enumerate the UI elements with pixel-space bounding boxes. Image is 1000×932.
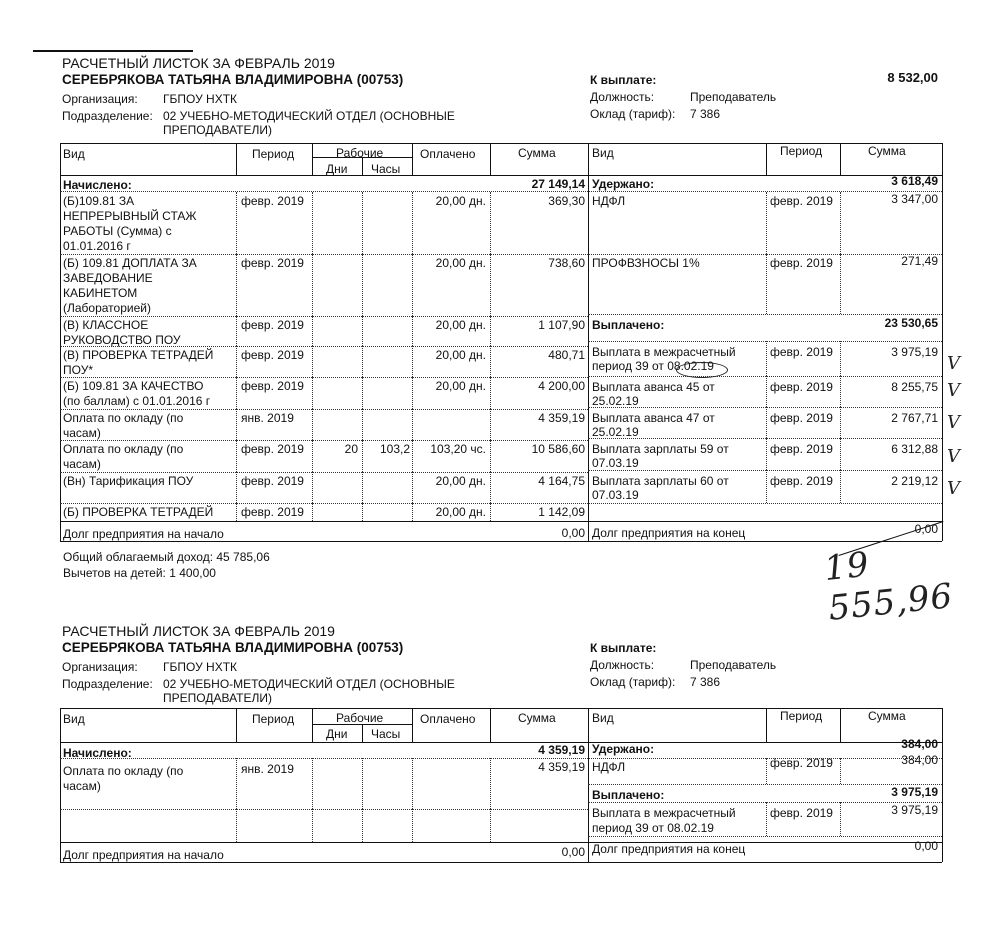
table-rule: [490, 346, 491, 377]
table-rule: [490, 503, 491, 521]
table-rule: [362, 254, 363, 316]
table-rule: [60, 316, 588, 317]
paid-name: Выплата в межрасчетный: [592, 806, 736, 820]
table-rule: [236, 192, 237, 254]
col-vid-right: Вид: [592, 146, 614, 160]
row-name: Оплата по окладу (по: [63, 764, 184, 778]
table-rule: [766, 376, 767, 407]
table-rule: [490, 440, 491, 472]
col-paid: Оплачено: [420, 712, 476, 726]
table-rule: [942, 708, 943, 862]
row-period: янв. 2019: [241, 762, 294, 776]
row-name: часам): [63, 779, 101, 793]
row-name: часам): [63, 426, 101, 440]
table-rule: [312, 708, 313, 742]
paid-period: февр. 2019: [770, 442, 833, 456]
paid-name: 25.02.19: [592, 425, 639, 439]
org-label: Организация:: [62, 660, 138, 674]
employee-name: СЕРЕБРЯКОВА ТАТЬЯНА ВЛАДИМИРОВНА (00753): [62, 72, 404, 87]
row-sum: 480,71: [548, 348, 585, 362]
table-rule: [312, 472, 313, 503]
table-rule: [362, 472, 363, 503]
row-sum: 4 200,00: [538, 379, 585, 393]
withheld-period: февр. 2019: [770, 194, 833, 208]
org-value: ГБПОУ НХТК: [163, 92, 238, 106]
row-name: (Б) ПРОВЕРКА ТЕТРАДЕЙ: [63, 505, 214, 519]
withheld-label: Удержано:: [592, 742, 655, 756]
paid-label: Выплачено:: [592, 788, 665, 802]
col-days: Дни: [326, 727, 348, 741]
withheld-name: НДФЛ: [592, 194, 626, 208]
accrued-label: Начислено:: [63, 746, 132, 760]
table-rule: [236, 758, 237, 809]
row-name: РАБОТЫ (Сумма) с: [63, 224, 172, 238]
check-mark-icon: V: [947, 353, 960, 374]
col-period-right: Период: [780, 709, 823, 723]
withheld-sum: 271,49: [901, 254, 938, 268]
table-rule: [236, 809, 237, 842]
col-work: Рабочие: [336, 711, 384, 725]
debt-end-value: 0,00: [914, 839, 938, 853]
paid-sum: 2 767,71: [891, 411, 938, 425]
table-rule: [312, 503, 313, 521]
paid-period: февр. 2019: [770, 806, 833, 820]
table-rule: [236, 316, 237, 346]
table-rule: [60, 541, 942, 542]
table-rule: [60, 346, 588, 347]
withheld-total: 3 618,49: [891, 174, 938, 188]
table-rule: [490, 377, 491, 409]
debt-start-label: Долг предприятия на начало: [63, 527, 224, 541]
paid-period: февр. 2019: [770, 380, 833, 394]
table-rule: [412, 316, 413, 346]
row-sum: 369,30: [548, 194, 585, 208]
row-period: февр. 2019: [241, 256, 304, 270]
table-rule: [766, 143, 767, 175]
table-rule: [840, 470, 841, 503]
withheld-sum: 3 347,00: [891, 192, 938, 206]
table-rule: [312, 409, 313, 440]
table-rule: [362, 724, 363, 742]
table-rule: [766, 192, 767, 254]
table-rule: [60, 503, 588, 504]
rate-value: 7 386: [690, 107, 721, 121]
table-rule: [362, 758, 363, 809]
row-paid: 20,00 дн.: [435, 194, 486, 208]
check-mark-icon: V: [947, 380, 960, 401]
paid-label: Выплачено:: [592, 318, 665, 332]
table-rule: [362, 440, 363, 472]
col-sum-right: Сумма: [868, 144, 906, 158]
withheld-name: ПРОФВЗНОСЫ 1%: [592, 256, 700, 270]
row-paid: 20,00 дн.: [435, 348, 486, 362]
row-name: (Лабораторией): [63, 301, 151, 315]
table-rule: [840, 438, 841, 470]
row-name: НЕПРЕРЫВНЫЙ СТАЖ: [63, 209, 197, 223]
table-rule: [766, 438, 767, 470]
table-rule: [60, 377, 588, 378]
table-rule: [236, 440, 237, 472]
withheld-period: февр. 2019: [770, 256, 833, 270]
table-rule: [412, 809, 413, 842]
row-sum: 4 164,75: [538, 474, 585, 488]
table-rule: [490, 708, 491, 742]
table-rule: [312, 346, 313, 377]
table-rule: [588, 376, 942, 377]
table-rule: [840, 341, 841, 376]
table-rule: [840, 192, 841, 254]
table-rule: [60, 842, 942, 843]
table-rule: [362, 503, 363, 521]
table-rule: [60, 742, 588, 743]
table-rule: [840, 143, 841, 175]
table-rule: [60, 440, 588, 441]
table-rule: [766, 470, 767, 503]
row-period: янв. 2019: [241, 411, 294, 425]
dept-value: ПРЕПОДАВАТЕЛИ): [163, 123, 272, 137]
row-paid: 20,00 дн.: [435, 474, 486, 488]
table-rule: [412, 143, 413, 175]
row-name: (В) ПРОВЕРКА ТЕТРАДЕЙ: [63, 348, 214, 362]
paid-name: 07.03.19: [592, 456, 639, 470]
table-rule: [236, 377, 237, 409]
table-rule: [588, 708, 589, 862]
row-name: (по баллам) с 01.01.2016 г: [63, 394, 211, 408]
table-rule: [312, 758, 313, 809]
table-rule: [490, 143, 491, 175]
paid-name: 07.03.19: [592, 488, 639, 502]
date-circle: [676, 362, 728, 378]
paid-name: период 39 от 08.02.19: [592, 821, 714, 835]
table-rule: [60, 809, 588, 810]
row-period: февр. 2019: [241, 505, 304, 519]
col-paid: Оплачено: [420, 147, 476, 161]
table-rule: [60, 254, 588, 255]
row-paid: 20,00 дн.: [435, 256, 486, 270]
table-rule: [490, 409, 491, 440]
col-hours: Часы: [371, 727, 401, 741]
table-rule: [236, 254, 237, 316]
table-rule: [412, 440, 413, 472]
table-rule: [236, 472, 237, 503]
table-rule: [490, 809, 491, 842]
table-rule: [236, 346, 237, 377]
row-name: (Б)109.81 ЗА: [63, 194, 135, 208]
table-rule: [236, 409, 237, 440]
table-rule: [312, 809, 313, 842]
row-period: февр. 2019: [241, 474, 304, 488]
table-rule: [766, 758, 767, 784]
col-period: Период: [252, 712, 295, 726]
table-rule: [840, 802, 841, 836]
col-period: Период: [252, 147, 295, 161]
debt-end-label: Долг предприятия на конец: [592, 842, 746, 856]
table-rule: [412, 254, 413, 316]
table-rule: [312, 254, 313, 316]
table-rule: [840, 407, 841, 438]
paid-sum: 6 312,88: [891, 442, 938, 456]
top-stroke: [33, 50, 193, 52]
row-days: 20: [344, 442, 358, 456]
paid-total: 23 530,65: [884, 316, 938, 330]
col-sum: Сумма: [518, 711, 556, 725]
pay-label: К выплате:: [590, 73, 657, 87]
paid-name: Выплата аванса 45 от: [592, 380, 715, 394]
table-rule: [490, 316, 491, 346]
pay-label: К выплате:: [590, 641, 657, 655]
table-rule: [766, 254, 767, 314]
table-rule: [412, 708, 413, 742]
table-rule: [588, 407, 942, 408]
rate-label: Оклад (тариф):: [590, 675, 676, 689]
table-rule: [362, 377, 363, 409]
position-value: Преподаватель: [690, 658, 777, 672]
table-rule: [236, 503, 237, 521]
position-label: Должность:: [590, 90, 655, 104]
row-name: ЗАВЕДОВАНИЕ: [63, 271, 153, 285]
table-rule: [312, 192, 313, 254]
rate-value: 7 386: [690, 675, 721, 689]
pay-value: 8 532,00: [887, 70, 938, 85]
table-rule: [60, 472, 588, 473]
table-rule: [588, 341, 942, 342]
paid-name: период 39 от 08.02.19: [592, 359, 714, 373]
row-sum: 10 586,60: [531, 442, 585, 456]
col-vid-right: Вид: [592, 711, 614, 725]
row-name: (Вн) Тарификация ПОУ: [63, 474, 194, 488]
dept-value: ПРЕПОДАВАТЕЛИ): [163, 691, 272, 705]
accrued-label: Начислено:: [63, 178, 132, 192]
table-rule: [490, 192, 491, 254]
table-rule: [236, 143, 237, 175]
row-name: Оплата по окладу (по: [63, 411, 184, 425]
table-rule: [766, 708, 767, 742]
check-mark-icon: V: [947, 446, 960, 467]
table-rule: [60, 143, 61, 541]
table-rule: [840, 708, 841, 742]
paid-name: 25.02.19: [592, 394, 639, 408]
table-rule: [312, 143, 313, 175]
table-rule: [60, 862, 942, 863]
table-rule: [412, 503, 413, 521]
paid-name: Выплата в межрасчетный: [592, 345, 736, 359]
row-name: ПОУ*: [63, 363, 93, 377]
row-name: (Б) 109.81 ЗА КАЧЕСТВО: [63, 379, 204, 393]
table-rule: [766, 341, 767, 376]
paid-sum: 3 975,19: [891, 345, 938, 359]
paid-name: Выплата зарплаты 59 от: [592, 442, 729, 456]
withheld-period: февр. 2019: [770, 756, 833, 770]
table-rule: [312, 316, 313, 346]
table-rule: [362, 809, 363, 842]
table-rule: [490, 758, 491, 809]
row-paid: 103,20 чс.: [430, 442, 486, 456]
table-rule: [60, 708, 61, 862]
paid-period: февр. 2019: [770, 411, 833, 425]
table-rule: [362, 409, 363, 440]
row-name: Оплата по окладу (по: [63, 442, 184, 456]
accrued-total: 4 359,19: [538, 743, 585, 757]
row-period: февр. 2019: [241, 318, 304, 332]
table-rule: [412, 192, 413, 254]
income-total: Общий облагаемый доход: 45 785,06: [63, 550, 270, 564]
col-days: Дни: [326, 162, 348, 176]
row-name: часам): [63, 457, 101, 471]
col-vid: Вид: [63, 712, 85, 726]
row-paid: 20,00 дн.: [435, 379, 486, 393]
table-rule: [362, 192, 363, 254]
col-sum-right: Сумма: [868, 709, 906, 723]
row-sum: 1 107,90: [538, 318, 585, 332]
table-rule: [60, 409, 588, 410]
slip-title: РАСЧЕТНЫЙ ЛИСТОК ЗА ФЕВРАЛЬ 2019: [62, 55, 335, 71]
table-rule: [588, 470, 942, 471]
table-rule: [588, 438, 942, 439]
dept-value: 02 УЧЕБНО-МЕТОДИЧЕСКИЙ ОТДЕЛ (ОСНОВНЫЕ: [163, 677, 455, 691]
col-period-right: Период: [780, 144, 823, 158]
col-vid: Вид: [63, 147, 85, 161]
paid-total: 3 975,19: [891, 785, 938, 799]
row-name: (В) КЛАССНОЕ: [63, 318, 149, 332]
col-work: Рабочие: [336, 146, 384, 160]
debt-start-label: Долг предприятия на начало: [63, 848, 224, 862]
table-rule: [362, 316, 363, 346]
table-rule: [412, 758, 413, 809]
table-rule: [840, 254, 841, 314]
row-name: (Б) 109.81 ДОПЛАТА ЗА: [63, 256, 197, 270]
table-rule: [588, 175, 942, 176]
children-deduction: Вычетов на детей: 1 400,00: [63, 566, 216, 580]
withheld-sum: 384,00: [901, 753, 938, 767]
table-rule: [60, 521, 942, 522]
table-rule: [840, 758, 841, 784]
paid-period: февр. 2019: [770, 474, 833, 488]
debt-end-value: 0,00: [914, 522, 938, 536]
dept-label: Подразделение:: [62, 677, 153, 691]
withheld-label: Удержано:: [592, 177, 655, 191]
table-rule: [312, 440, 313, 472]
col-hours: Часы: [371, 162, 401, 176]
row-name: КАБИНЕТОМ: [63, 286, 138, 300]
debt-end-label: Долг предприятия на конец: [592, 526, 746, 540]
accrued-total: 27 149,14: [531, 177, 585, 191]
table-rule: [412, 472, 413, 503]
row-name: 01.01.2016 г: [63, 239, 131, 253]
table-rule: [766, 407, 767, 438]
row-period: февр. 2019: [241, 442, 304, 456]
rate-label: Оклад (тариф):: [590, 107, 676, 121]
debt-start-value: 0,00: [561, 526, 585, 540]
table-rule: [412, 377, 413, 409]
col-sum: Сумма: [518, 146, 556, 160]
table-rule: [236, 708, 237, 742]
paid-name: Выплата зарплаты 60 от: [592, 474, 729, 488]
position-label: Должность:: [590, 658, 655, 672]
row-name: РУКОВОДСТВО ПОУ: [63, 333, 181, 347]
table-rule: [840, 376, 841, 407]
handwritten-total: 19 555,96: [822, 544, 955, 629]
table-rule: [588, 143, 589, 541]
table-rule: [412, 346, 413, 377]
org-value: ГБПОУ НХТК: [163, 660, 238, 674]
org-label: Организация:: [62, 92, 138, 106]
dept-value: 02 УЧЕБНО-МЕТОДИЧЕСКИЙ ОТДЕЛ (ОСНОВНЫЕ: [163, 109, 455, 123]
row-sum: 4 359,19: [538, 760, 585, 774]
table-rule: [60, 175, 588, 176]
paid-period: февр. 2019: [770, 345, 833, 359]
paid-name: Выплата аванса 47 от: [592, 411, 715, 425]
row-sum: 4 359,19: [538, 411, 585, 425]
table-rule: [588, 784, 942, 785]
row-sum: 1 142,09: [538, 505, 585, 519]
table-rule: [312, 377, 313, 409]
table-rule: [362, 346, 363, 377]
check-mark-icon: V: [947, 478, 960, 499]
table-rule: [588, 836, 942, 837]
table-rule: [490, 254, 491, 316]
table-rule: [766, 802, 767, 836]
paid-sum: 8 255,75: [891, 380, 938, 394]
debt-start-value: 0,00: [561, 845, 585, 859]
position-value: Преподаватель: [690, 90, 777, 104]
row-period: февр. 2019: [241, 379, 304, 393]
dept-label: Подразделение:: [62, 109, 153, 123]
row-paid: 20,00 дн.: [435, 505, 486, 519]
check-mark-icon: V: [947, 412, 960, 433]
table-rule: [942, 143, 943, 541]
table-rule: [588, 254, 942, 255]
table-rule: [588, 314, 942, 315]
row-period: февр. 2019: [241, 348, 304, 362]
table-rule: [412, 409, 413, 440]
table-rule: [588, 802, 942, 803]
table-rule: [60, 191, 942, 192]
paid-sum: 3 975,19: [891, 803, 938, 817]
row-sum: 738,60: [548, 256, 585, 270]
withheld-total: 384,00: [901, 737, 938, 751]
paid-sum: 2 219,12: [891, 474, 938, 488]
row-paid: 20,00 дн.: [435, 318, 486, 332]
row-period: февр. 2019: [241, 194, 304, 208]
employee-name: СЕРЕБРЯКОВА ТАТЬЯНА ВЛАДИМИРОВНА (00753): [62, 640, 404, 655]
withheld-name: НДФЛ: [592, 760, 626, 774]
table-rule: [490, 472, 491, 503]
row-hours: 103,2: [379, 442, 410, 456]
table-rule: [588, 503, 942, 504]
slip-title: РАСЧЕТНЫЙ ЛИСТОК ЗА ФЕВРАЛЬ 2019: [62, 623, 335, 639]
